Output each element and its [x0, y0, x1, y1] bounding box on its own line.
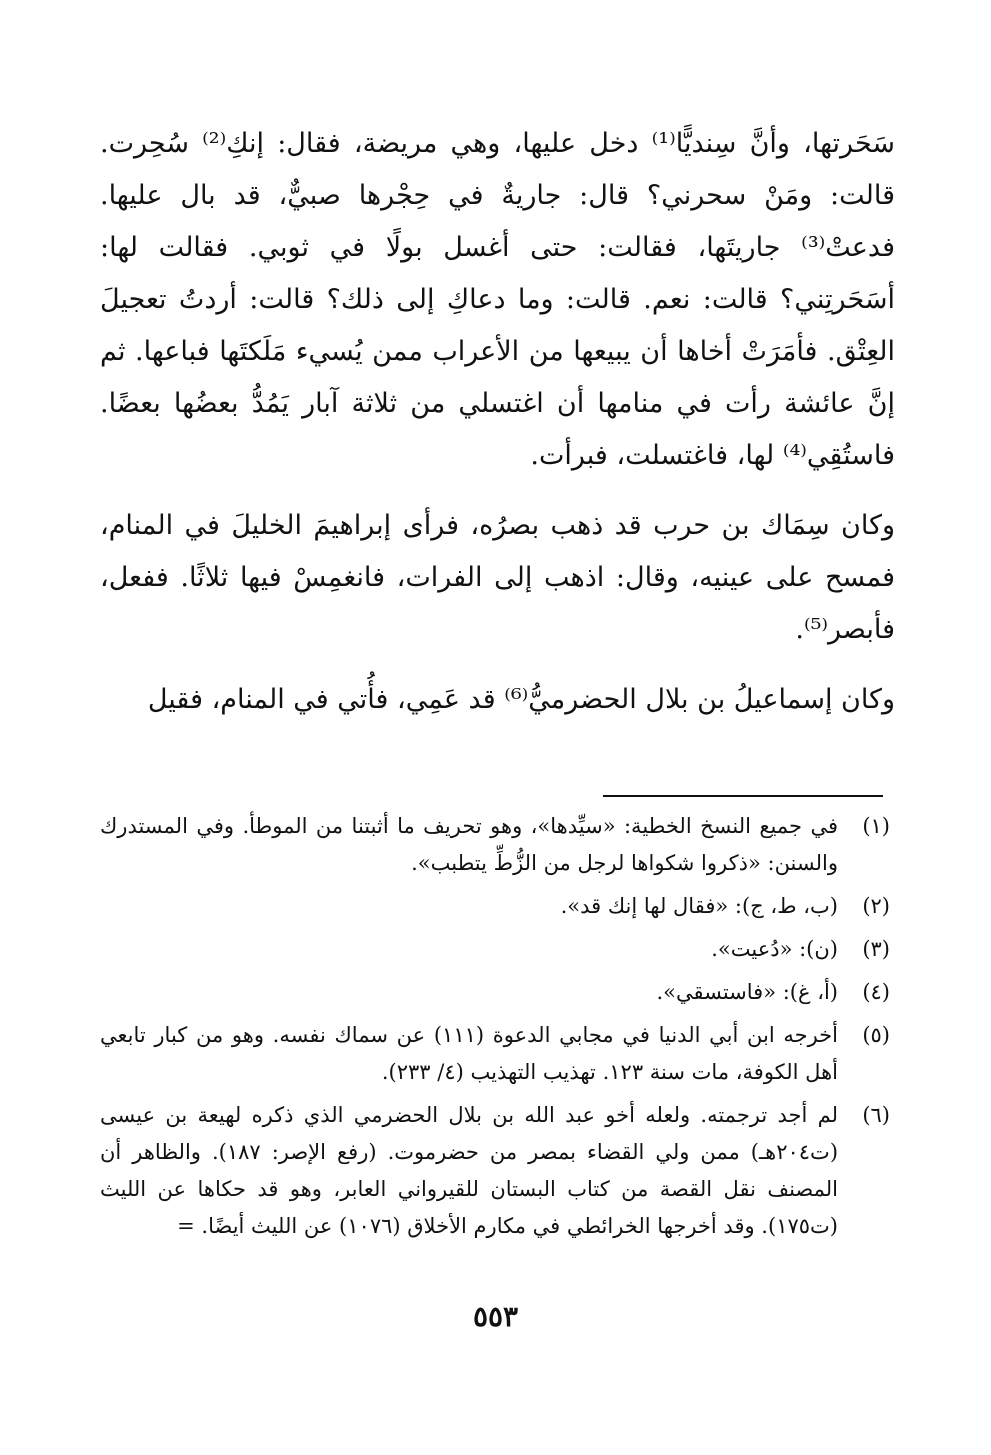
footnote-separator [603, 795, 883, 797]
footnote-text: أخرجه ابن أبي الدنيا في مجابي الدعوة (١١١) عن سماك نفسه. وهو من كبار تابعي أهل الكوفة، مات سنة ١٢٣. تهذيب التهذيب (٤/ ٢٣٣). [100, 1023, 838, 1084]
footnote-text: (ن): «دُعيت». [711, 937, 838, 961]
footnotes [100, 808, 890, 1251]
footnote-6 [100, 1097, 890, 1245]
footnote-4 [100, 974, 890, 1011]
page-number: ٥٥٣ [472, 1300, 519, 1333]
footnote-text: لم أجد ترجمته. ولعله أخو عبد الله بن بلال الحضرمي الذي ذكره لهيعة بن عيسى (ت٢٠٤هـ) ممن ولي القضاء بمصر من حضرموت. (رفع الإصر: ١٨٧). والظاهر أن المصنف نقل القصة من كتاب البستان للقيرواني العابر، وهو قد حكاها عن الليث (ت١٧٥). وقد أخرجها الخرائطي في مكارم الأخلاق (١٠٧٦) عن الليث أيضًا. = [100, 1103, 839, 1238]
footnote-number: (١) [862, 814, 890, 838]
paragraph-3: وكان إسماعيلُ بن بلال الحضرميُّ⁽⁶⁾ قد عَمِي، فأُتي في المنام، فقيل [147, 684, 895, 715]
footnote-number: (٦) [862, 1103, 890, 1127]
footnote-number: (٥) [862, 1023, 890, 1047]
footnote-number: (٢) [862, 894, 890, 918]
paragraph-2: وكان سِمَاك بن حرب قد ذهب بصرُه، فرأى إبراهيمَ الخليلَ في المنام، فمسح على عينيه، وقال: اذهب إلى الفرات، فانغمِسْ فيها ثلاثًا. ففعل، فأبصر⁽⁵⁾. [100, 510, 895, 645]
footnote-1 [100, 808, 890, 882]
footnote-number: (٤) [862, 980, 890, 1004]
main-text [100, 118, 895, 726]
footnote-number: (٣) [862, 937, 890, 961]
footnote-text: (أ، غ): «فاستسقي». [656, 980, 838, 1004]
paragraph-1: سَحَرتها، وأنَّ سِنديًّا⁽¹⁾ دخل عليها، وهي مريضة، فقال: إنكِ⁽²⁾ سُحِرت. قالت: ومَنْ سحرني؟ قال: جاريةٌ في حِجْرها صبيٌّ، قد بال عليها. فدعتْ⁽³⁾ جاريتَها، فقالت: حتى أغسل بولًا في ثوبي. فقالت لها: أسَحَرتِني؟ قالت: نعم. قالت: وما دعاكِ إلى ذلك؟ قالت: أردتُ تعجيلَ العِتْق. فأمَرَتْ أخاها أن يبيعها من الأعراب ممن يُسيء مَلَكتَها فباعها. ثم إنَّ عائشة رأت في منامها أن اغتسلي من ثلاثة آبار يَمُدُّ بعضُها بعضًا. فاستُقِي⁽⁴⁾ لها، فاغتسلت، فبرأت. [100, 128, 895, 471]
footnote-text: في جميع النسخ الخطية: «سيِّدها»، وهو تحريف ما أثبتنا من الموطأ. وفي المستدرك والسنن: «ذكروا شكواها لرجل من الزُّطِّ يتطبب». [100, 814, 838, 875]
footnote-5 [100, 1017, 890, 1091]
footnote-text: (ب، ط، ج): «فقال لها إنك قد». [560, 894, 838, 918]
footnote-2 [100, 888, 890, 925]
footnote-3 [100, 931, 890, 968]
